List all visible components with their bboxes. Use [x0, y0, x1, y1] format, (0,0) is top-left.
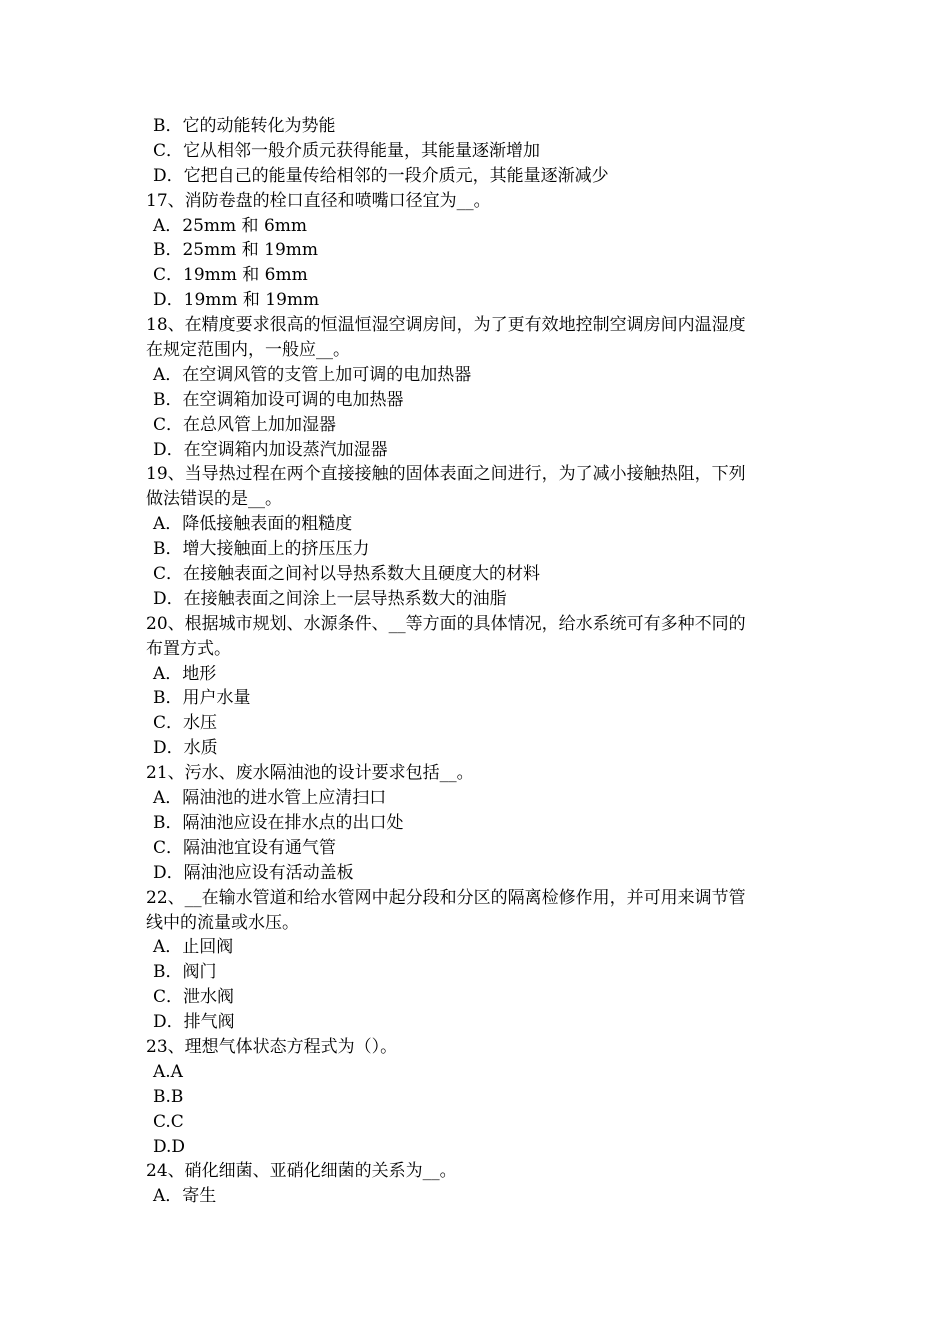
- question-line: 23、理想气体状态方程式为（）。: [146, 1036, 398, 1057]
- option-line: A．在空调风管的支管上加可调的电加热器: [153, 364, 472, 385]
- option-line: B．用户水量: [153, 688, 251, 709]
- option-line: C．它从相邻一般介质元获得能量，其能量逐渐增加: [153, 140, 541, 161]
- option-line: D．它把自己的能量传给相邻的一段介质元，其能量逐渐减少: [153, 165, 609, 186]
- option-line: B．阀门: [153, 962, 217, 983]
- option-line: C．泄水阀: [153, 987, 235, 1008]
- option-line: C．19mm 和 6mm: [153, 265, 308, 286]
- question-continuation: 在规定范围内，一般应__。: [146, 340, 350, 361]
- option-line: D．在空调箱内加设蒸汽加湿器: [153, 439, 388, 460]
- option-line: D．隔油池应设有活动盖板: [153, 862, 354, 883]
- option-line: A．止回阀: [153, 937, 234, 958]
- option-line: D．水质: [153, 738, 218, 759]
- option-line: D．在接触表面之间涂上一层导热系数大的油脂: [153, 588, 507, 609]
- option-line: A．地形: [153, 663, 217, 684]
- question-line: 22、__在输水管道和给水管网中起分段和分区的隔离检修作用，并可用来调节管: [146, 887, 746, 908]
- question-line: 18、在精度要求很高的恒温恒湿空调房间，为了更有效地控制空调房间内温湿度: [146, 315, 746, 336]
- option-line: D.D: [153, 1136, 186, 1157]
- option-line: C．在总风管上加加湿器: [153, 414, 337, 435]
- option-line: B．它的动能转化为势能: [153, 116, 336, 136]
- question-continuation: 做法错误的是__。: [146, 489, 282, 510]
- question-line: 24、硝化细菌、亚硝化细菌的关系为__。: [146, 1161, 457, 1182]
- option-line: A.A: [153, 1061, 183, 1082]
- option-line: C．隔油池宜设有通气管: [153, 837, 337, 858]
- option-line: B．25mm 和 19mm: [153, 240, 319, 261]
- option-line: C．在接触表面之间衬以导热系数大且硬度大的材料: [153, 564, 541, 585]
- option-line: B．增大接触面上的挤压压力: [153, 539, 370, 560]
- option-line: B.B: [153, 1086, 184, 1107]
- option-line: D．排气阀: [153, 1012, 235, 1033]
- question-line: 20、根据城市规划、水源条件、__等方面的具体情况，给水系统可有多种不同的: [146, 613, 746, 634]
- option-line: B．在空调箱加设可调的电加热器: [153, 389, 404, 410]
- question-continuation: 布置方式。: [146, 638, 231, 659]
- question-line: 21、污水、废水隔油池的设计要求包括__。: [146, 763, 474, 784]
- option-line: A．隔油池的进水管上应清扫口: [153, 788, 387, 809]
- option-line: C.C: [153, 1111, 184, 1132]
- option-line: C．水压: [153, 713, 218, 734]
- option-line: D．19mm 和 19mm: [153, 290, 320, 311]
- question-continuation: 线中的流量或水压。: [146, 912, 299, 933]
- option-line: B．隔油池应设在排水点的出口处: [153, 812, 404, 833]
- option-line: A．25mm 和 6mm: [153, 215, 308, 236]
- question-line: 17、消防卷盘的栓口直径和喷嘴口径宜为__。: [146, 190, 491, 211]
- option-line: A．降低接触表面的粗糙度: [153, 514, 353, 535]
- document-page: [0, 114, 950, 1209]
- question-line: 19、当导热过程在两个直接接触的固体表面之间进行，为了减小接触热阻，下列: [146, 464, 746, 485]
- option-line: A．寄生: [153, 1186, 217, 1207]
